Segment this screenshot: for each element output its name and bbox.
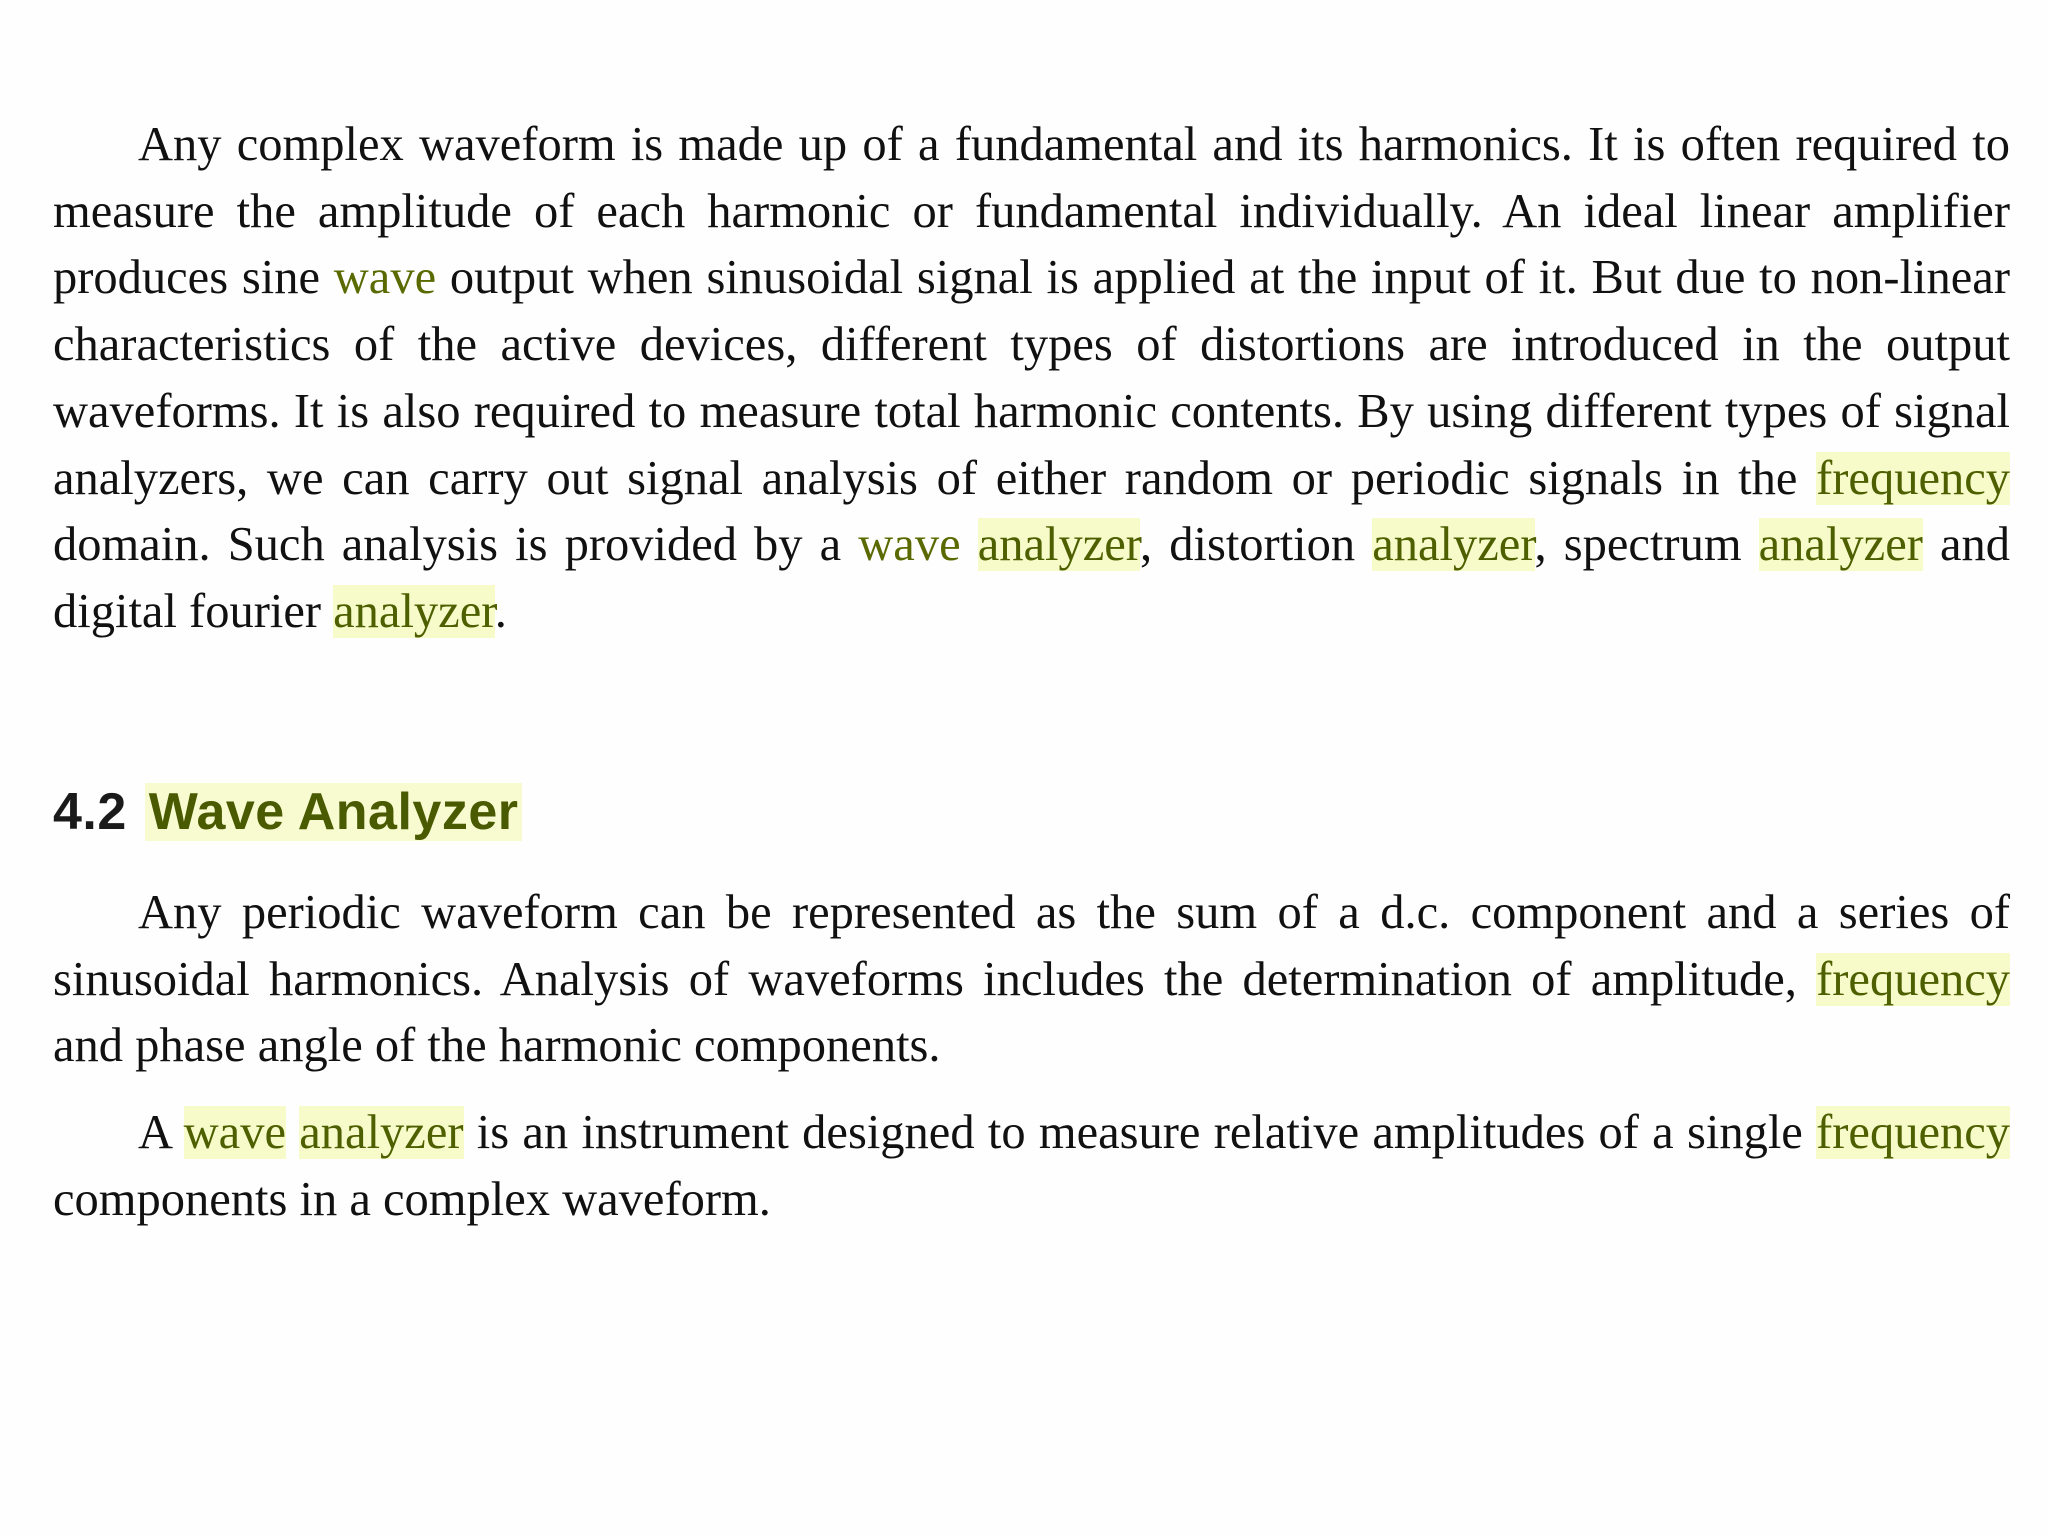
section-number: 4.2 bbox=[53, 783, 127, 841]
highlighted-term-analyzer[interactable]: analyzer bbox=[1372, 518, 1535, 572]
text-run: Any complex waveform is made up of a fundamental and its harmonics. It is often required to measure the amplitude of each harmonic or fundamental individually. An ideal linear amplifier produces sine bbox=[53, 118, 2010, 305]
text-run: . bbox=[494, 584, 507, 638]
highlighted-term-analyzer[interactable]: analyzer bbox=[299, 1106, 464, 1159]
highlighted-term-wave[interactable]: wave bbox=[858, 518, 961, 572]
highlighted-term-wave[interactable]: wave bbox=[333, 251, 437, 305]
text-run: components in a complex waveform. bbox=[53, 1172, 771, 1226]
text-run: output when sinusoidal signal is applied at the input of it. But due to non-linear characteristics of the active devices, different types of distortions are introduced in the output waveforms. It is also required to measure total harmonic contents. By using different types of signal analyzers, we can carry out signal analysis of either random or periodic signals in the bbox=[53, 251, 2010, 505]
highlighted-term-wave[interactable]: wave bbox=[183, 1106, 286, 1159]
text-run: , distortion bbox=[1140, 518, 1373, 572]
text-run: A bbox=[138, 1106, 184, 1159]
highlighted-term-analyzer[interactable]: analyzer bbox=[1758, 518, 1923, 572]
text-run bbox=[961, 518, 978, 571]
text-run bbox=[286, 1106, 299, 1159]
wave-analyzer-definition-paragraph bbox=[53, 1100, 2010, 1233]
section-title[interactable]: Wave Analyzer bbox=[145, 783, 523, 841]
highlighted-term-analyzer[interactable]: analyzer bbox=[333, 584, 495, 638]
text-run: and digital fourier bbox=[53, 518, 2010, 638]
text-run: is an instrument designed to measure relative amplitudes of a single bbox=[463, 1106, 1817, 1159]
highlighted-term-analyzer[interactable]: analyzer bbox=[977, 518, 1141, 572]
text-run: domain. Such analysis is provided by a bbox=[53, 518, 859, 572]
text-run: , spectrum bbox=[1534, 518, 1759, 572]
highlighted-term-frequency[interactable]: frequency bbox=[1816, 952, 2010, 1006]
text-run: and phase angle of the harmonic components. bbox=[53, 1019, 941, 1073]
text-run: Any periodic waveform can be represented as the sum of a d.c. component and a series of sinusoidal harmonics. Analysis of waveforms includes the determination of amplitude, bbox=[53, 886, 2010, 1006]
highlighted-term-frequency[interactable]: frequency bbox=[1816, 451, 2010, 505]
highlighted-term-frequency[interactable]: frequency bbox=[1816, 1106, 2011, 1159]
periodic-waveform-paragraph bbox=[53, 880, 2010, 1080]
intro-paragraph bbox=[53, 112, 2010, 646]
section-heading bbox=[53, 778, 522, 846]
